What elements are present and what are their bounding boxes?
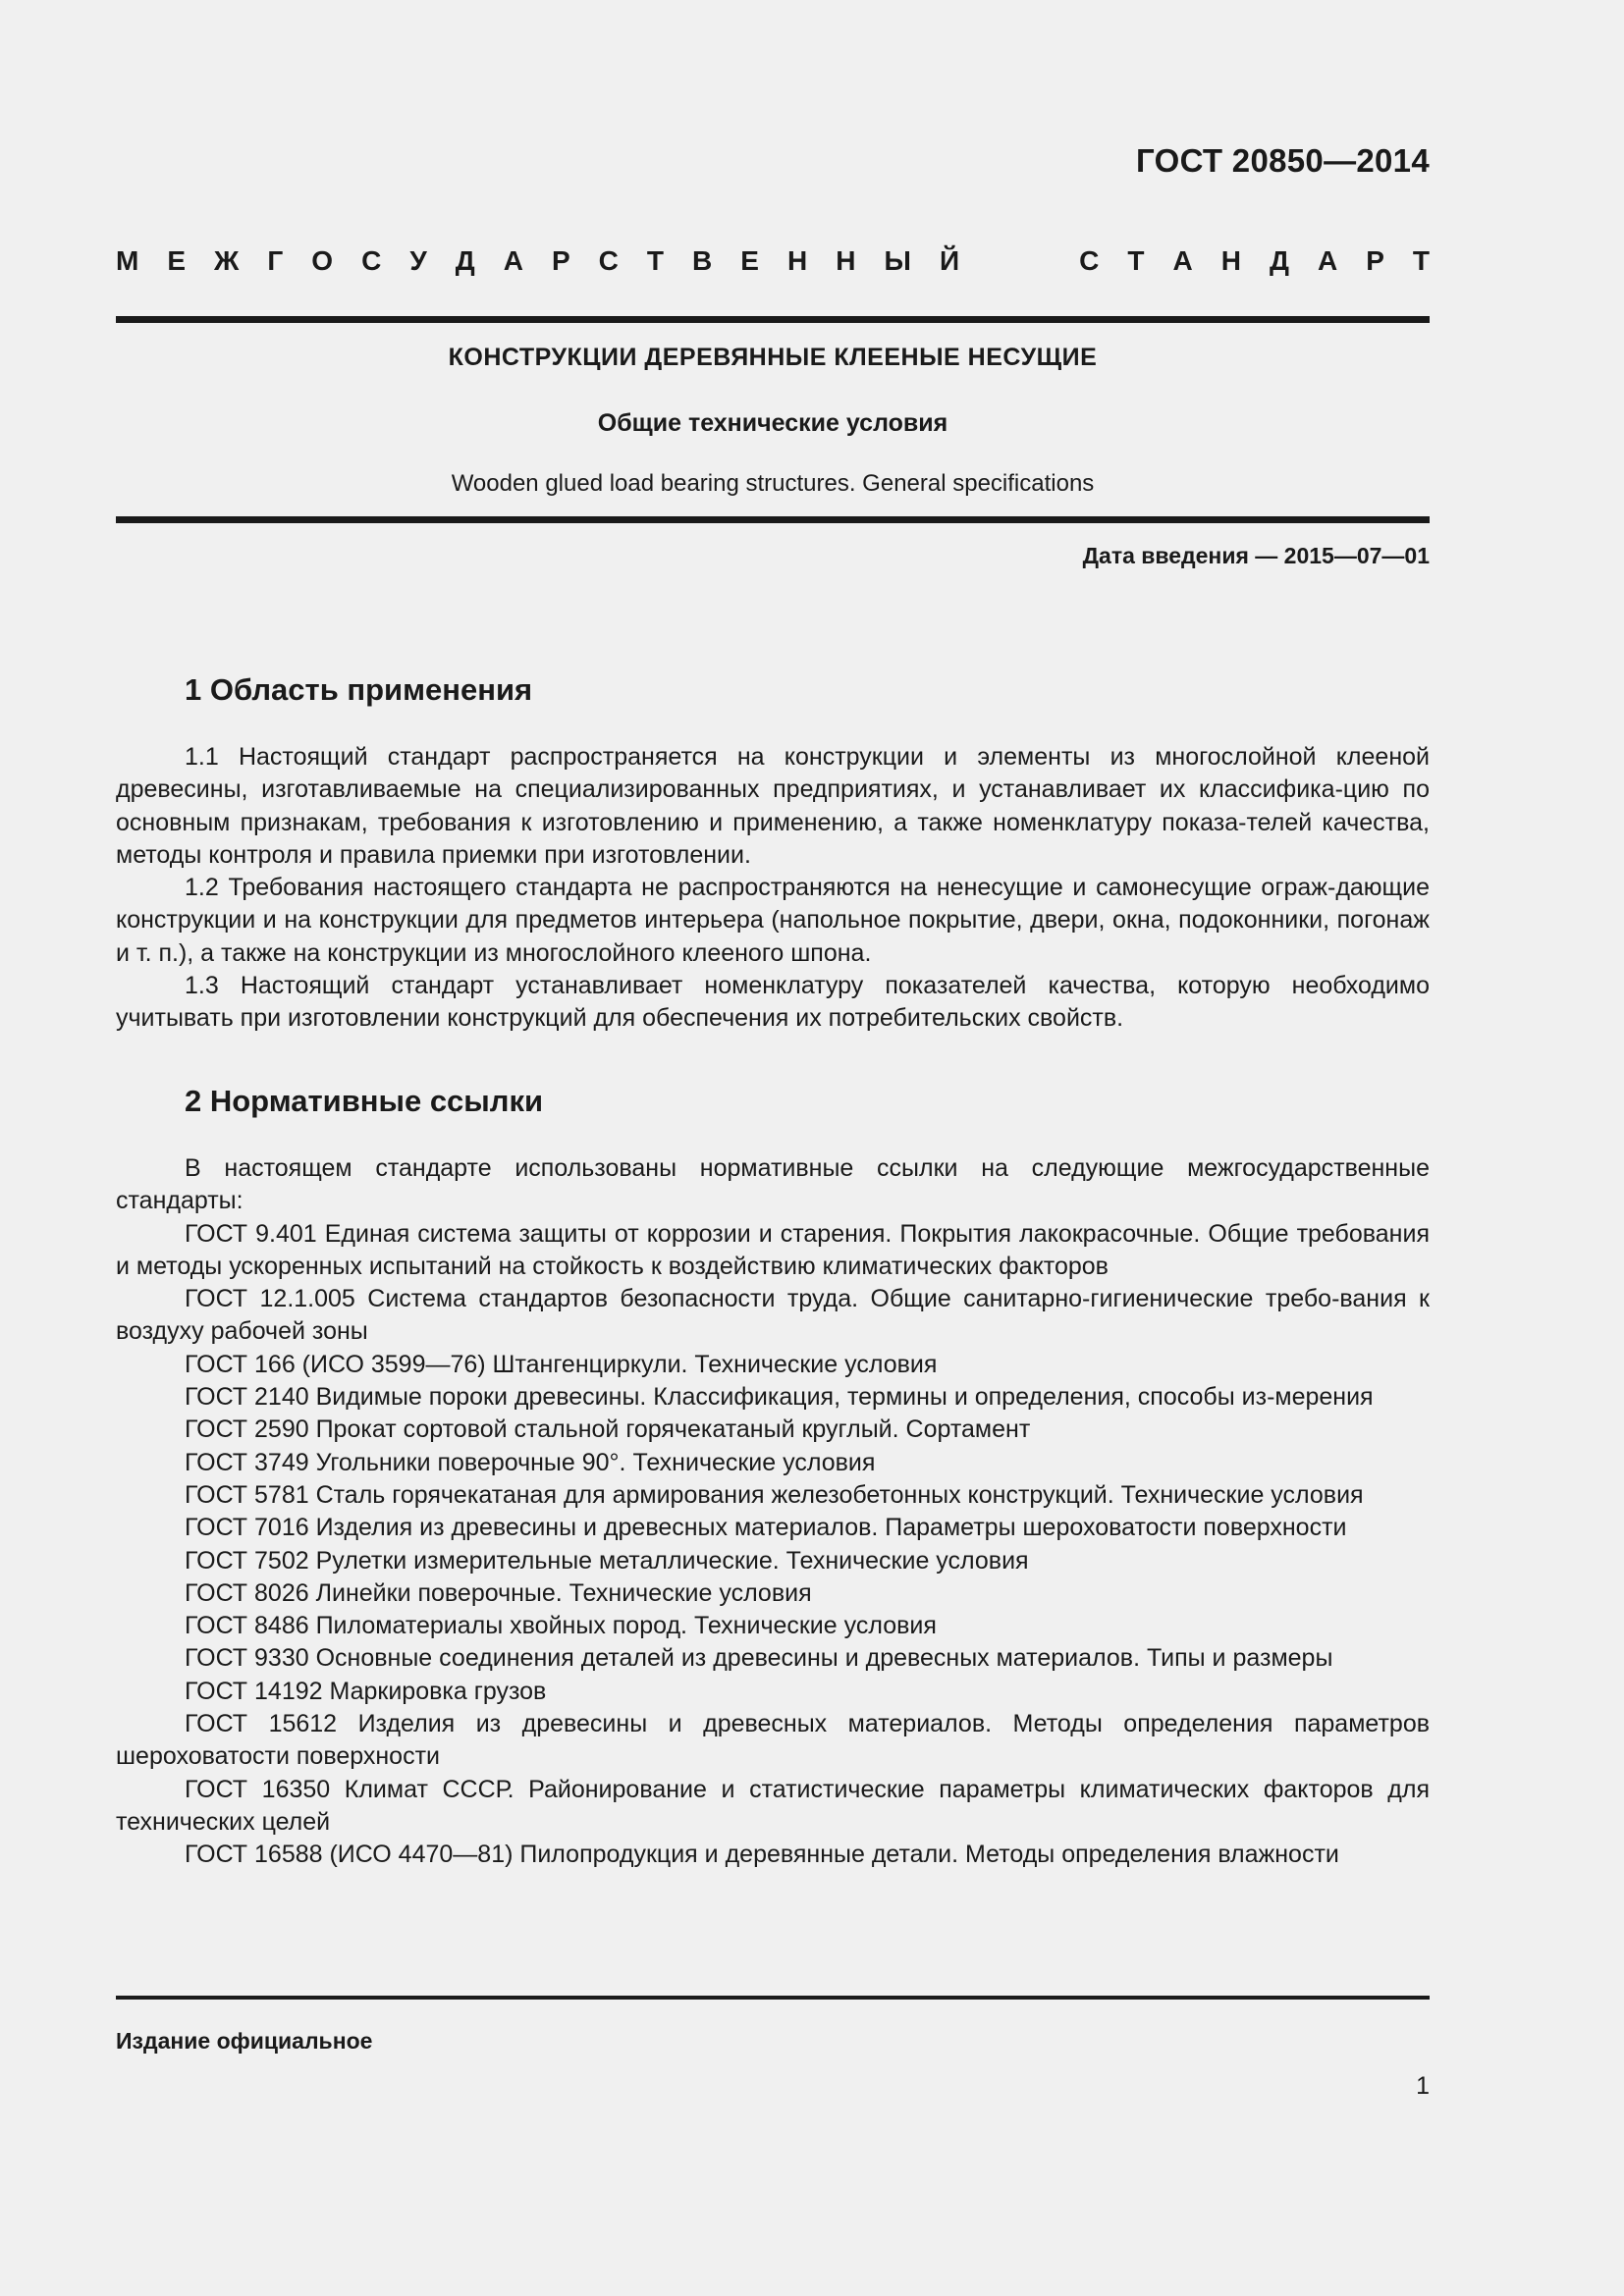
paragraph: 1.2 Требования настоящего стандарта не распространяются на ненесущие и самонесущие ограж-дающие конструкции и на конструкции для предметов интерьера (напольное покрытие, двери, окна, подоконники, погонаж и т. п.), а также на конструкции из многослойного клееного шпона. (116, 874, 1430, 967)
std-letter: Е (167, 245, 187, 276)
header-rule-top (116, 316, 1430, 323)
reference-item: ГОСТ 2590 Прокат сортовой стальной горячекатаный круглый. Сортамент (185, 1415, 1031, 1444)
std-letter: А (1172, 245, 1193, 276)
std-letter: С (361, 245, 382, 276)
paragraph: В настоящем стандарте использованы нормативные ссылки на следующие межгосударственные стандарты: (116, 1154, 1430, 1215)
document-page (116, 0, 1430, 2296)
std-letter: Й (939, 245, 960, 276)
reference-item: ГОСТ 16588 (ИСО 4470—81) Пилопродукция и деревянные детали. Методы определения влажности (185, 1841, 1339, 1869)
reference-item: ГОСТ 15612 Изделия из древесины и древесных материалов. Методы определения параметров шероховатости поверхности (116, 1710, 1430, 1771)
reference-item: ГОСТ 9330 Основные соединения деталей из древесины и древесных материалов. Типы и размеры (185, 1644, 1333, 1673)
document-number: ГОСТ 20850—2014 (1136, 142, 1430, 179)
std-letter: В (692, 245, 713, 276)
introduction-date: Дата введения — 2015—07—01 (1082, 543, 1430, 568)
document-subtitle: Общие технические условия (597, 409, 948, 437)
page-number: 1 (1416, 2072, 1430, 2100)
edition-label: Издание официальное (116, 2028, 373, 2054)
std-letter: Г (267, 245, 284, 276)
std-letter: М (116, 245, 139, 276)
std-letter: Р (551, 245, 570, 276)
std-letter: Н (1220, 245, 1241, 276)
std-word-gap (988, 245, 1051, 277)
std-letter: Н (787, 245, 808, 276)
std-letter: Ж (214, 245, 240, 276)
std-letter: А (1317, 245, 1338, 276)
section-1-heading: 1 Область применения (185, 672, 533, 707)
standard-type-heading (116, 245, 1430, 277)
paragraph: 1.3 Настоящий стандарт устанавливает номенклатуру показателей качества, которую необходимо учитывать при изготовлении конструкций для обеспечения их потребительских свойств. (116, 972, 1430, 1033)
std-letter: У (409, 245, 427, 276)
std-letter: Е (740, 245, 759, 276)
std-letter: Н (836, 245, 856, 276)
section-1-body (116, 741, 1430, 1036)
reference-item: ГОСТ 5781 Сталь горячекатаная для армирования железобетонных конструкций. Технические условия (185, 1480, 1364, 1509)
std-letter: Ы (884, 245, 911, 276)
header-rule-bottom (116, 516, 1430, 523)
std-letter: А (503, 245, 523, 276)
reference-item: ГОСТ 7016 Изделия из древесины и древесных материалов. Параметры шероховатости поверхности (185, 1514, 1347, 1542)
std-letter: Р (1366, 245, 1384, 276)
document-title-english: Wooden glued load bearing structures. General specifications (451, 470, 1095, 497)
std-letter: С (1079, 245, 1100, 276)
std-letter: О (311, 245, 334, 276)
std-letter: Т (1127, 245, 1145, 276)
std-letter: Д (1269, 245, 1289, 276)
document-title: КОНСТРУКЦИИ ДЕРЕВЯННЫЕ КЛЕЕНЫЕ НЕСУЩИЕ (448, 344, 1098, 371)
section-2-heading: 2 Нормативные ссылки (185, 1084, 544, 1118)
reference-item: ГОСТ 14192 Маркировка грузов (185, 1677, 547, 1705)
reference-item: ГОСТ 2140 Видимые пороки древесины. Классификация, термины и определения, способы из-мерения (185, 1383, 1374, 1412)
std-letter: Т (646, 245, 665, 276)
section-2-body (116, 1152, 1430, 1872)
reference-item: ГОСТ 8026 Линейки поверочные. Технические условия (185, 1578, 812, 1607)
paragraph: 1.1 Настоящий стандарт распространяется на конструкции и элементы из многослойной клееной древесины, изготавливаемые на специализированных предприятиях, и устанавливает их классифика-цию по основным признакам, требования к изготовлению и применению, а также номенклатуру показа-телей качества, методы контроля и правила приемки при изготовлении. (116, 743, 1430, 869)
reference-item: ГОСТ 3749 Угольники поверочные 90°. Технические условия (185, 1448, 876, 1476)
reference-item: ГОСТ 9.401 Единая система защиты от коррозии и старения. Покрытия лакокрасочные. Общие требования и методы ускоренных испытаний на стойкость к воздействию климатических факторов (116, 1219, 1430, 1280)
reference-item: ГОСТ 166 (ИСО 3599—76) Штангенциркули. Технические условия (185, 1350, 938, 1378)
reference-item: ГОСТ 7502 Рулетки измерительные металлические. Технические условия (185, 1546, 1029, 1575)
std-letter: Т (1412, 245, 1430, 276)
reference-item: ГОСТ 12.1.005 Система стандартов безопасности труда. Общие санитарно-гигиенические требо-вания к воздуху рабочей зоны (116, 1285, 1430, 1346)
reference-item: ГОСТ 8486 Пиломатериалы хвойных пород. Технические условия (185, 1612, 937, 1640)
footer-rule (116, 1996, 1430, 2000)
std-letter: С (598, 245, 619, 276)
std-letter: Д (455, 245, 475, 276)
reference-item: ГОСТ 16350 Климат СССР. Районирование и статистические параметры климатических факторов для технических целей (116, 1775, 1430, 1836)
